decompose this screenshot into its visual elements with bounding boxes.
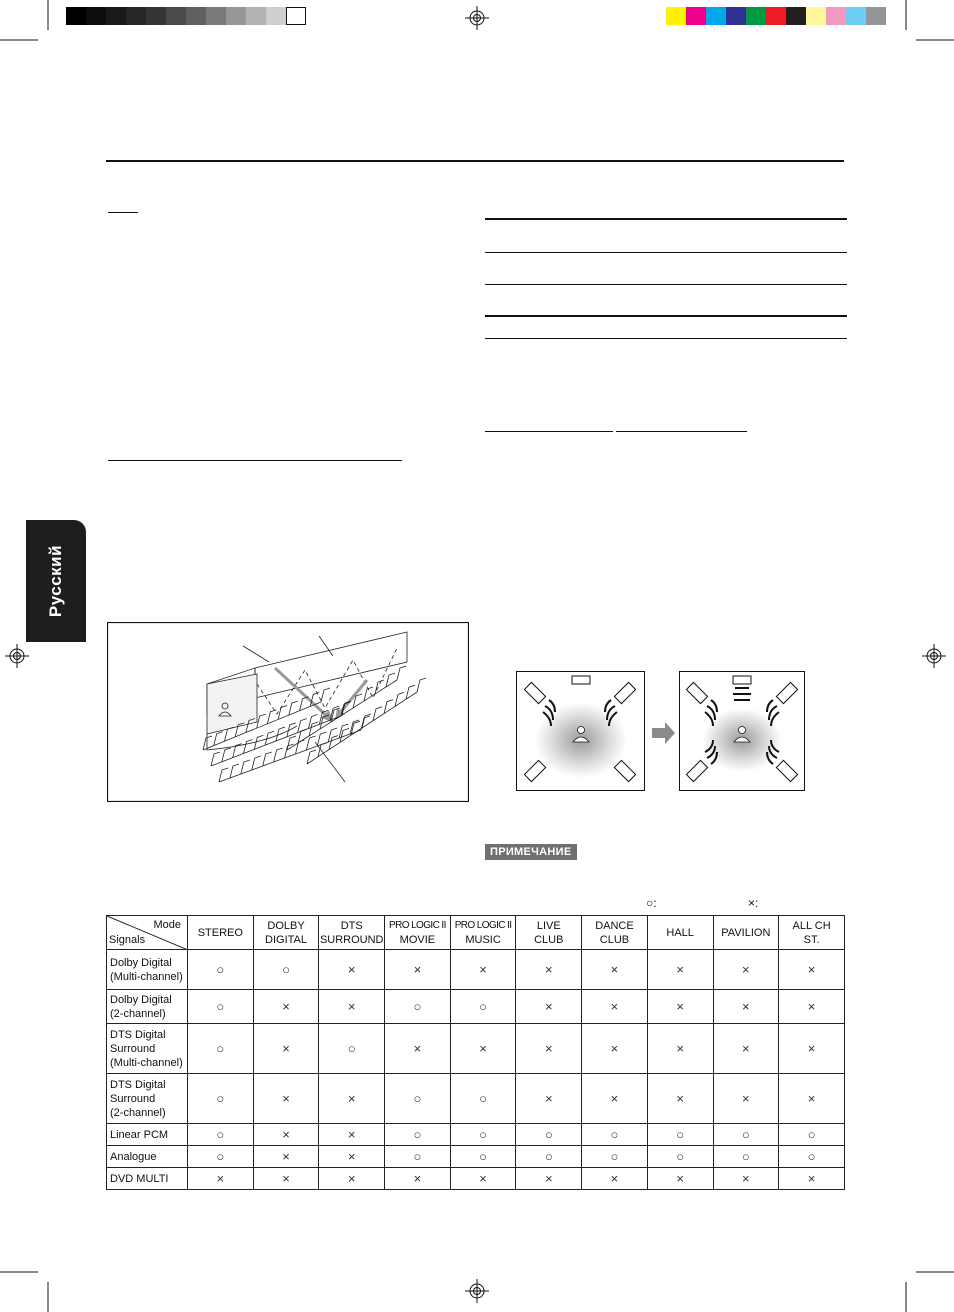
mode-signal-table xyxy=(106,915,845,1190)
row-header-line: (2-channel) xyxy=(110,1106,166,1119)
available-mark: ○ xyxy=(516,1124,582,1146)
available-mark: ○ xyxy=(450,1074,516,1124)
unavailable-mark: × xyxy=(319,950,385,990)
row-header xyxy=(107,1124,188,1146)
available-mark: ○ xyxy=(713,1124,779,1146)
table-header-row xyxy=(107,916,845,950)
table-row xyxy=(107,950,845,990)
unavailable-mark: × xyxy=(713,1168,779,1190)
column-header-line: CLUB xyxy=(599,933,630,946)
unavailable-mark: × xyxy=(319,1168,385,1190)
row-header-line: DTS Digital xyxy=(110,1028,166,1041)
column-header-line: PRO LOGIC II xyxy=(454,919,512,931)
available-mark: ○ xyxy=(450,1124,516,1146)
unavailable-mark: × xyxy=(516,1074,582,1124)
unavailable-mark: × xyxy=(319,1124,385,1146)
unavailable-mark: × xyxy=(253,1168,319,1190)
arrow-icon xyxy=(652,722,675,744)
unavailable-mark: × xyxy=(253,1074,319,1124)
registration-mark-left xyxy=(5,644,29,668)
table-row xyxy=(107,1124,845,1146)
legend-available: ○: xyxy=(646,896,657,910)
unavailable-mark: × xyxy=(516,950,582,990)
column-header-line: PRO LOGIC II xyxy=(389,919,446,931)
column-header xyxy=(450,916,516,950)
column-header xyxy=(647,916,713,950)
unavailable-mark: × xyxy=(582,1024,648,1074)
underline-right xyxy=(616,431,747,432)
table-corner-cell xyxy=(107,916,188,950)
available-mark: ○ xyxy=(188,1124,254,1146)
row-header xyxy=(107,1168,188,1190)
row-header-line: DTS Digital xyxy=(110,1078,166,1091)
row-header-line: Surround xyxy=(110,1092,156,1105)
table-rule-2 xyxy=(485,252,847,253)
column-header-line: DANCE xyxy=(595,919,634,932)
legend-unavailable: ×: xyxy=(748,896,759,910)
table-row xyxy=(107,1168,845,1190)
unavailable-mark: × xyxy=(713,1074,779,1124)
row-header xyxy=(107,1146,188,1168)
row-header xyxy=(107,990,188,1024)
available-mark: ○ xyxy=(779,1124,845,1146)
column-header xyxy=(713,916,779,950)
row-header-line: Surround xyxy=(110,1042,156,1055)
unavailable-mark: × xyxy=(516,1168,582,1190)
column-header-line: ALL CH xyxy=(792,919,831,932)
unavailable-mark: × xyxy=(647,990,713,1024)
available-mark: ○ xyxy=(647,1124,713,1146)
unavailable-mark: × xyxy=(713,1024,779,1074)
available-mark: ○ xyxy=(188,1146,254,1168)
unavailable-mark: × xyxy=(253,1124,319,1146)
table-row xyxy=(107,1074,845,1124)
unavailable-mark: × xyxy=(253,1146,319,1168)
unavailable-mark: × xyxy=(253,1024,319,1074)
available-mark: ○ xyxy=(385,990,451,1024)
unavailable-mark: × xyxy=(713,990,779,1024)
column-header-line: MUSIC xyxy=(465,933,501,946)
unavailable-mark: × xyxy=(253,990,319,1024)
unavailable-mark: × xyxy=(516,1024,582,1074)
available-mark: ○ xyxy=(582,1124,648,1146)
row-header xyxy=(107,950,188,990)
corner-signals-label: Signals xyxy=(109,934,146,946)
theater-illustration xyxy=(107,622,469,802)
heading-underline xyxy=(108,212,138,213)
column-header-line: ST. xyxy=(803,933,820,946)
registration-mark-top xyxy=(465,6,489,30)
row-header xyxy=(107,1074,188,1124)
section-underline xyxy=(108,460,402,461)
unavailable-mark: × xyxy=(450,950,516,990)
table-row xyxy=(107,990,845,1024)
note-badge: ПРИМЕЧАНИЕ xyxy=(485,844,577,860)
column-header xyxy=(253,916,319,950)
available-mark: ○ xyxy=(713,1146,779,1168)
language-tab xyxy=(26,520,86,642)
unavailable-mark: × xyxy=(779,1024,845,1074)
unavailable-mark: × xyxy=(779,1074,845,1124)
unavailable-mark: × xyxy=(647,1168,713,1190)
column-header xyxy=(319,916,385,950)
underline-left xyxy=(485,431,613,432)
unavailable-mark: × xyxy=(385,1024,451,1074)
registration-mark-right xyxy=(922,644,946,668)
available-mark: ○ xyxy=(188,990,254,1024)
table-rule-3 xyxy=(485,284,847,285)
table-row xyxy=(107,1146,845,1168)
available-mark: ○ xyxy=(450,1146,516,1168)
unavailable-mark: × xyxy=(582,1074,648,1124)
unavailable-mark: × xyxy=(516,990,582,1024)
available-mark: ○ xyxy=(253,950,319,990)
row-header-line: (Multi-channel) xyxy=(110,970,183,983)
speaker-diagram xyxy=(515,670,807,794)
table-rule-1 xyxy=(485,218,847,220)
unavailable-mark: × xyxy=(582,1168,648,1190)
room-after xyxy=(680,672,805,791)
unavailable-mark: × xyxy=(713,950,779,990)
available-mark: ○ xyxy=(450,990,516,1024)
unavailable-mark: × xyxy=(450,1024,516,1074)
unavailable-mark: × xyxy=(385,950,451,990)
unavailable-mark: × xyxy=(319,1146,385,1168)
column-header xyxy=(779,916,845,950)
unavailable-mark: × xyxy=(779,1168,845,1190)
row-header-line: Dolby Digital xyxy=(110,956,172,969)
table-rule-5 xyxy=(485,338,847,339)
column-header-line: DOLBY xyxy=(267,919,305,932)
row-header-line: Dolby Digital xyxy=(110,993,172,1006)
corner-mode-label: Mode xyxy=(153,919,181,931)
column-header xyxy=(516,916,582,950)
column-header-line: PAVILION xyxy=(721,926,771,939)
table-body xyxy=(107,950,845,1190)
available-mark: ○ xyxy=(779,1146,845,1168)
unavailable-mark: × xyxy=(188,1168,254,1190)
available-mark: ○ xyxy=(385,1074,451,1124)
unavailable-mark: × xyxy=(450,1168,516,1190)
unavailable-mark: × xyxy=(319,990,385,1024)
column-header xyxy=(385,916,451,950)
available-mark: ○ xyxy=(188,1024,254,1074)
row-header xyxy=(107,1024,188,1074)
unavailable-mark: × xyxy=(647,950,713,990)
unavailable-mark: × xyxy=(319,1074,385,1124)
unavailable-mark: × xyxy=(582,950,648,990)
available-mark: ○ xyxy=(647,1146,713,1168)
column-header-line: HALL xyxy=(666,926,694,939)
room-before xyxy=(517,672,645,791)
registration-mark-bottom xyxy=(465,1279,489,1303)
row-header-line: (Multi-channel) xyxy=(110,1056,183,1069)
row-header-line: (2-channel) xyxy=(110,1007,166,1020)
column-header-line: MOVIE xyxy=(399,933,436,946)
available-mark: ○ xyxy=(516,1146,582,1168)
column-header-line: DIGITAL xyxy=(265,933,308,946)
column-header-line: STEREO xyxy=(197,926,243,939)
available-mark: ○ xyxy=(582,1146,648,1168)
unavailable-mark: × xyxy=(385,1168,451,1190)
unavailable-mark: × xyxy=(582,990,648,1024)
column-header-line: LIVE xyxy=(536,919,561,932)
unavailable-mark: × xyxy=(779,950,845,990)
table-row xyxy=(107,1024,845,1074)
language-tab-label: Русский xyxy=(46,544,65,618)
column-header xyxy=(188,916,254,950)
column-header-line: CLUB xyxy=(534,933,564,946)
table-rule-4 xyxy=(485,315,847,317)
column-header-line: DTS xyxy=(340,919,363,932)
unavailable-mark: × xyxy=(647,1074,713,1124)
available-mark: ○ xyxy=(385,1124,451,1146)
row-header-line: Analogue xyxy=(110,1150,157,1163)
row-header-line: Linear PCM xyxy=(110,1128,169,1141)
unavailable-mark: × xyxy=(779,990,845,1024)
header-rule xyxy=(106,160,844,162)
available-mark: ○ xyxy=(188,1074,254,1124)
available-mark: ○ xyxy=(385,1146,451,1168)
available-mark: ○ xyxy=(188,950,254,990)
row-header-line: DVD MULTI xyxy=(110,1172,169,1185)
column-header-line: SURROUND xyxy=(319,933,384,946)
unavailable-mark: × xyxy=(647,1024,713,1074)
available-mark: ○ xyxy=(319,1024,385,1074)
column-header xyxy=(582,916,648,950)
